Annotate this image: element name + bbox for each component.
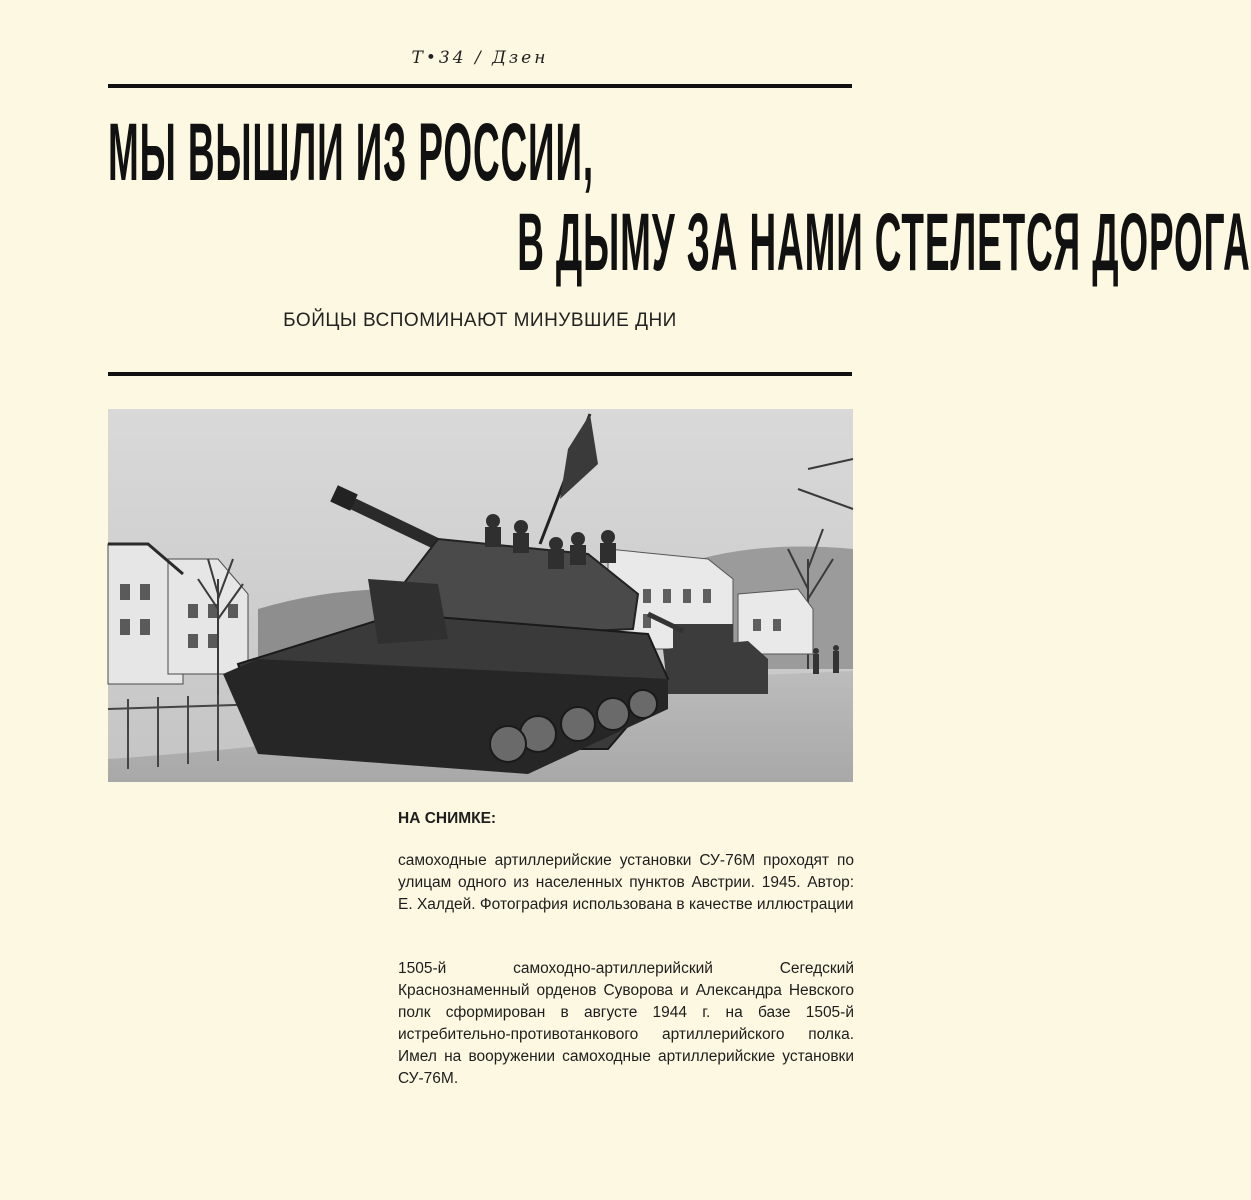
article-photo	[108, 409, 853, 782]
caption-paragraph-1: самоходные артиллерийские установки СУ-76М проходят по улицам одного из населенных пунктов Австрии. 1945. Автор: Е. Халдей. Фотография использована в качестве иллюстрации	[398, 852, 854, 913]
headline-line-2: В ДЫМУ ЗА НАМИ СТЕЛЕТСЯ ДОРОГА	[517, 197, 1251, 288]
headline-line-1: МЫ ВЫШЛИ ИЗ РОССИИ,	[108, 107, 595, 198]
top-divider	[108, 84, 852, 88]
photo-su76m-icon	[108, 409, 853, 782]
bottom-divider	[108, 372, 852, 376]
caption-heading: НА СНИМКЕ:	[398, 810, 497, 827]
caption-paragraph-2: 1505-й самоходно-артиллерийский Сегедский Краснознаменный орденов Суворова и Александра Невского полк сформирован в августе 1944 г. на базе 1505-й истребительно-противотанкового артиллерийского полка. Имел на вооружении самоходные артиллерийские установки СУ-76М.	[398, 960, 854, 1087]
subtitle: БОЙЦЫ ВСПОМИНАЮТ МИНУВШИЕ ДНИ	[283, 310, 677, 331]
brand-label: Т•34 / Дзен	[411, 48, 549, 68]
